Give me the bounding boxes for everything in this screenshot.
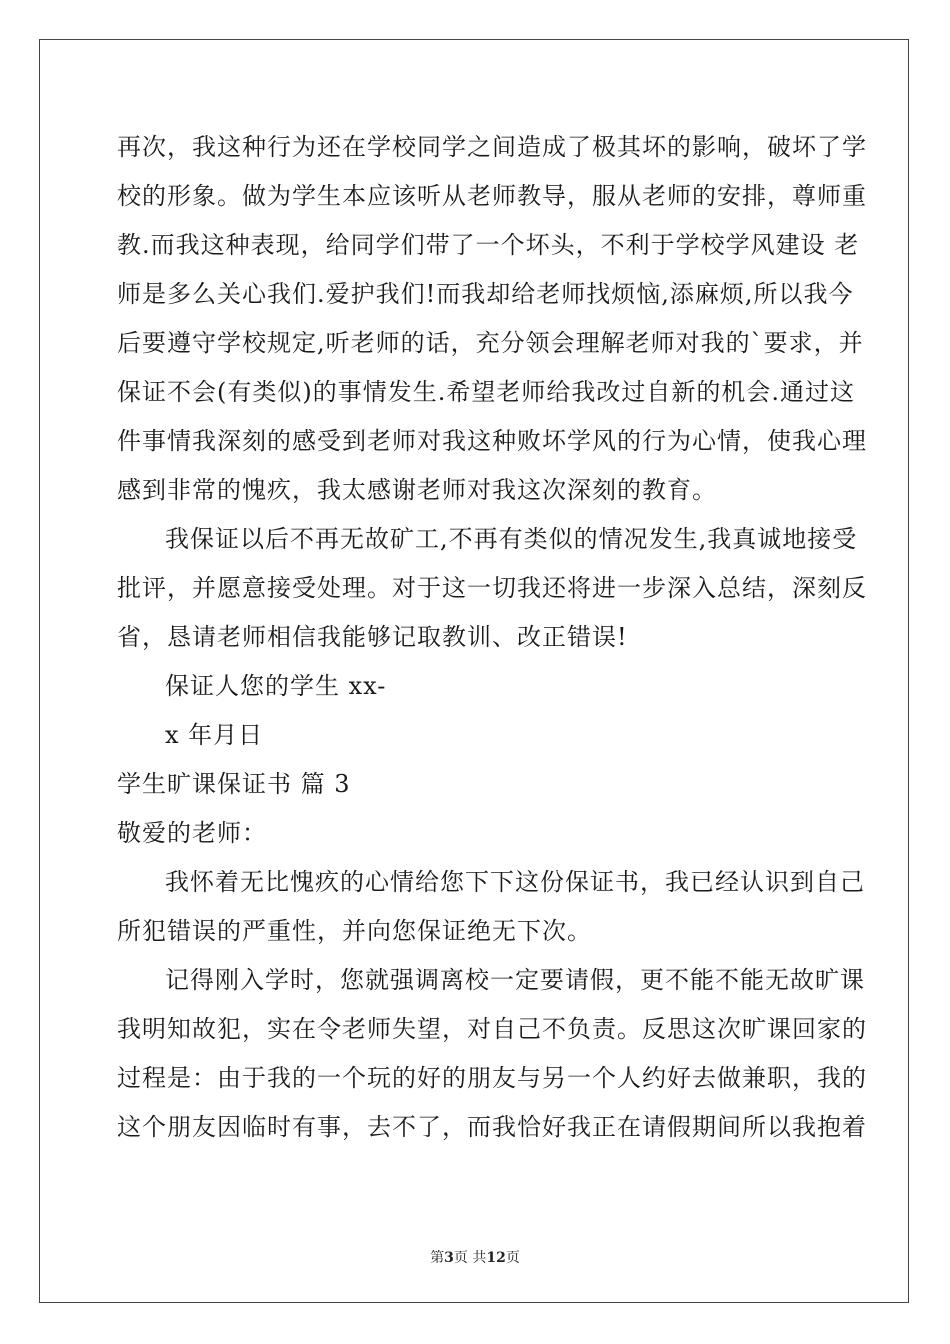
text-line: 这个朋友因临时有事，去不了，而我恰好我正在请假期间所以我抱着 (117, 1113, 867, 1141)
document-body (117, 123, 867, 1152)
salutation: 敬爱的老师： (117, 819, 267, 847)
page-prefix: 第 (430, 1250, 445, 1266)
text-line: 所犯错误的严重性，并向您保证绝无下次。 (117, 917, 592, 945)
text-line: 感到非常的愧疚，我太感谢老师对我这次深刻的教育。 (117, 476, 717, 504)
page-current: 3 (444, 1250, 454, 1266)
text-line: 师是多么关心我们.爱护我们!而我却给老师找烦恼,添麻烦,所以我今 (117, 280, 854, 308)
text-line: 过程是：由于我的一个玩的好的朋友与另一个人约好去做兼职，我的 (117, 1064, 867, 1092)
page-mid: 页 共 (453, 1250, 487, 1266)
text-line: 我明知故犯，实在令老师失望，对自己不负责。反思这次旷课回家的 (117, 1015, 867, 1043)
section-title: 学生旷课保证书 篇 3 (117, 770, 351, 798)
page-total: 12 (486, 1250, 506, 1266)
text-line: 再次，我这种行为还在学校同学之间造成了极其坏的影响，破坏了学 (117, 133, 867, 161)
text-line: 后要遵守学校规定,听老师的话，充分领会理解老师对我的`要求，并 (117, 329, 864, 357)
text-line: 我怀着无比愧疚的心情给您下下这份保证书，我已经认识到自己 (165, 868, 865, 896)
page-footer (0, 1247, 950, 1267)
text-line: 我保证以后不再无故矿工,不再有类似的情况发生,我真诚地接受 (165, 525, 858, 553)
signature-line: 保证人您的学生 xx- (165, 672, 387, 700)
text-line: 保证不会(有类似)的事情发生.希望老师给我改过自新的机会.通过这 (117, 378, 855, 406)
text-line: 记得刚入学时，您就强调离校一定要请假，更不能不能无故旷课 (165, 966, 865, 994)
text-line: 校的形象。做为学生本应该听从老师教导，服从老师的安排，尊师重 (117, 182, 867, 210)
text-line: 件事情我深刻的感受到老师对我这种败坏学风的行为心情，使我心理 (117, 427, 867, 455)
text-line: 批评，并愿意接受处理。对于这一切我还将进一步深入总结，深刻反 (117, 574, 867, 602)
page-suffix: 页 (505, 1250, 520, 1266)
date-line: x 年月日 (165, 721, 264, 749)
text-line: 省，恳请老师相信我能够记取教训、改正错误! (117, 623, 628, 651)
text-line: 教.而我这种表现，给同学们带了一个坏头，不利于学校学风建设 老 (117, 231, 860, 259)
